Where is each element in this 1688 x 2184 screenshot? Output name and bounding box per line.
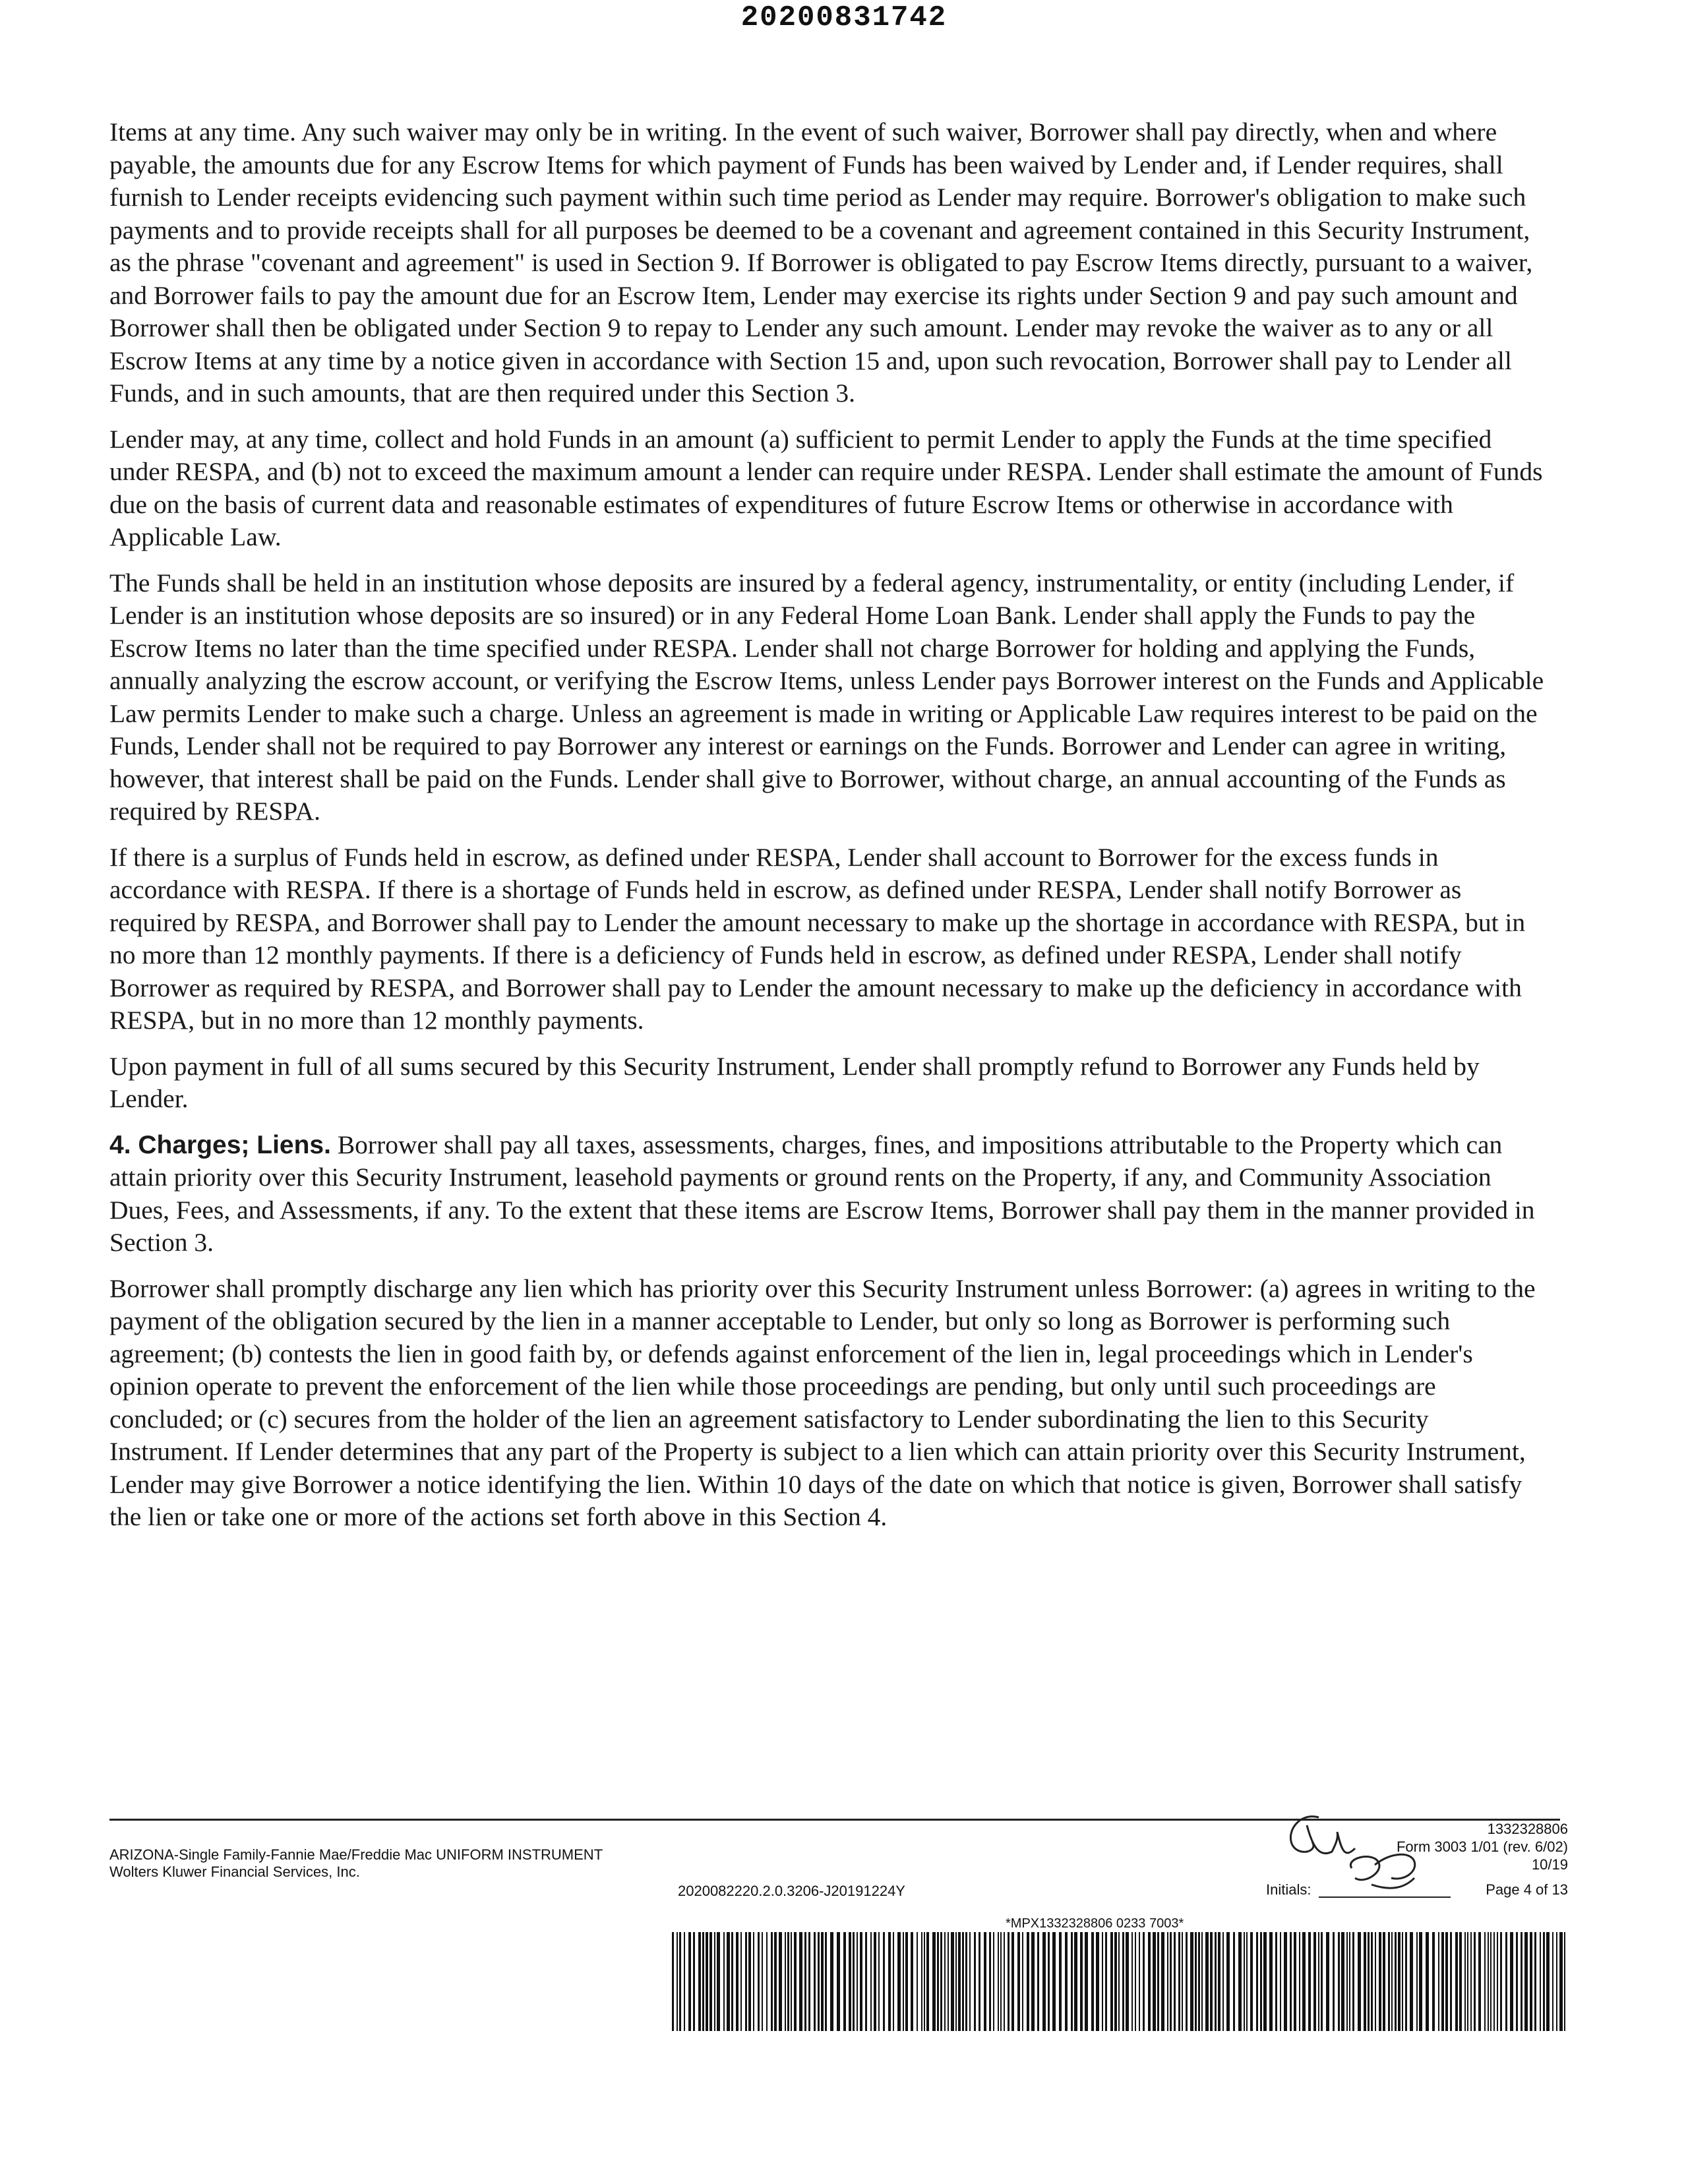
loan-number: 1332328806	[1487, 1821, 1568, 1837]
form-number: Form 3003 1/01 (rev. 6/02)	[1396, 1838, 1568, 1855]
barcode	[672, 1932, 1565, 2031]
section-4-heading: 4. Charges; Liens.	[109, 1130, 331, 1159]
document-body	[109, 116, 1553, 1547]
page-number: Page 4 of 13	[1486, 1881, 1568, 1898]
paragraph-escrow-waiver: Items at any time. Any such waiver may only be in writing. In the event of such waiver, Borrower shall pay directly, when and where payable, the amounts due for any Escrow Items for which payment of Funds has been waived by Lender and, if Lender requires, shall furnish to Lender receipts evidencing such payment within such time period as Lender may require. Borrower's obligation to make such payments and to provide receipts shall for all purposes be deemed to be a covenant and agreement contained in this Security Instrument, as the phrase "covenant and agreement" is used in Section 9. If Borrower is obligated to pay Escrow Items directly, pursuant to a waiver, and Borrower fails to pay the amount due for an Escrow Item, Lender may exercise its rights under Section 9 and pay such amount and Borrower shall then be obligated under Section 9 to repay to Lender any such amount. Lender may revoke the waiver as to any or all Escrow Items at any time by a notice given in accordance with Section 15 and, upon such revocation, Borrower shall pay to Lender all Funds, and in such amounts, that are then required under this Section 3.	[109, 117, 1533, 408]
paragraph-refund: Upon payment in full of all sums secured by this Security Instrument, Lender shall promptly refund to Borrower any Funds held by Lender.	[109, 1051, 1480, 1113]
section-4-paragraph	[109, 1129, 1553, 1259]
barcode-text: *MPX1332328806 0233 7003*	[1006, 1916, 1184, 1931]
document-code: 2020082220.2.0.3206-J20191224Y	[678, 1883, 905, 1899]
paragraph-surplus-shortage: If there is a surplus of Funds held in escrow, as defined under RESPA, Lender shall account to Borrower for the excess funds in accordance with RESPA. If there is a shortage of Funds held in escrow, as defined under RESPA, Lender shall notify Borrower as required by RESPA, and Borrower shall pay to Lender the amount necessary to make up the shortage in accordance with RESPA, but in no more than 12 monthly payments. If there is a deficiency of Funds held in escrow, as defined under RESPA, Lender shall notify Borrower as required by RESPA, and Borrower shall pay to Lender the amount necessary to make up the deficiency in accordance with RESPA, but in no more than 12 monthly payments.	[109, 842, 1526, 1035]
publisher: Wolters Kluwer Financial Services, Inc.	[109, 1864, 360, 1880]
initials-label: Initials:	[1266, 1881, 1311, 1898]
section-4-text: Borrower shall pay all taxes, assessments, charges, fines, and impositions attributable to the Property which can attain priority over this Security Instrument, leasehold payments or ground rents on the Property, if any, and Community Association Dues, Fees, and Assessments, if any. To the extent that these items are Escrow Items, Borrower shall pay them in the manner provided in Section 3.	[109, 1130, 1535, 1257]
paragraph-lien-discharge: Borrower shall promptly discharge any lien which has priority over this Security Instrument unless Borrower: (a) agrees in writing to the payment of the obligation secured by the lien in a manner acceptable to Lender, but only so long as Borrower is performing such agreement; (b) contests the lien in good faith by, or defends against enforcement of the lien in, legal proceedings which in Lender's opinion operate to prevent the enforcement of the lien while those proceedings are pending, but only until such proceedings are concluded; or (c) secures from the holder of the lien an agreement satisfactory to Lender subordinating the lien to this Security Instrument. If Lender determines that any part of the Property is subject to a lien which can attain priority over this Security Instrument, Lender may give Borrower a notice identifying the lien. Within 10 days of the date on which that notice is given, Borrower shall satisfy the lien or take one or more of the actions set forth above in this Section 4.	[109, 1273, 1536, 1531]
paragraph-collect-funds: Lender may, at any time, collect and hold Funds in an amount (a) sufficient to permit Lender to apply the Funds at the time specified under RESPA, and (b) not to exceed the maximum amount a lender can require under RESPA. Lender shall estimate the amount of Funds due on the basis of current data and reasonable estimates of expenditures of future Escrow Items or otherwise in accordance with Applicable Law.	[109, 424, 1543, 551]
form-date: 10/19	[1531, 1856, 1568, 1873]
recording-number: 20200831742	[740, 1, 948, 34]
form-title: ARIZONA-Single Family-Fannie Mae/Freddie Mac UNIFORM INSTRUMENT	[109, 1846, 603, 1863]
handwritten-initials	[1273, 1805, 1444, 1904]
paragraph-funds-held: The Funds shall be held in an institution whose deposits are insured by a federal agency, instrumentality, or entity (including Lender, if Lender is an institution whose deposits are so insured) or in any Federal Home Loan Bank. Lender shall apply the Funds to pay the Escrow Items no later than the time specified under RESPA. Lender shall not charge Borrower for holding and applying the Funds, annually analyzing the escrow account, or verifying the Escrow Items, unless Lender pays Borrower interest on the Funds and Applicable Law permits Lender to make such a charge. Unless an agreement is made in writing or Applicable Law requires interest to be paid on the Funds, Lender shall not be required to pay Borrower any interest or earnings on the Funds. Borrower and Lender can agree in writing, however, that interest shall be paid on the Funds. Lender shall give to Borrower, without charge, an annual accounting of the Funds as required by RESPA.	[109, 568, 1544, 826]
